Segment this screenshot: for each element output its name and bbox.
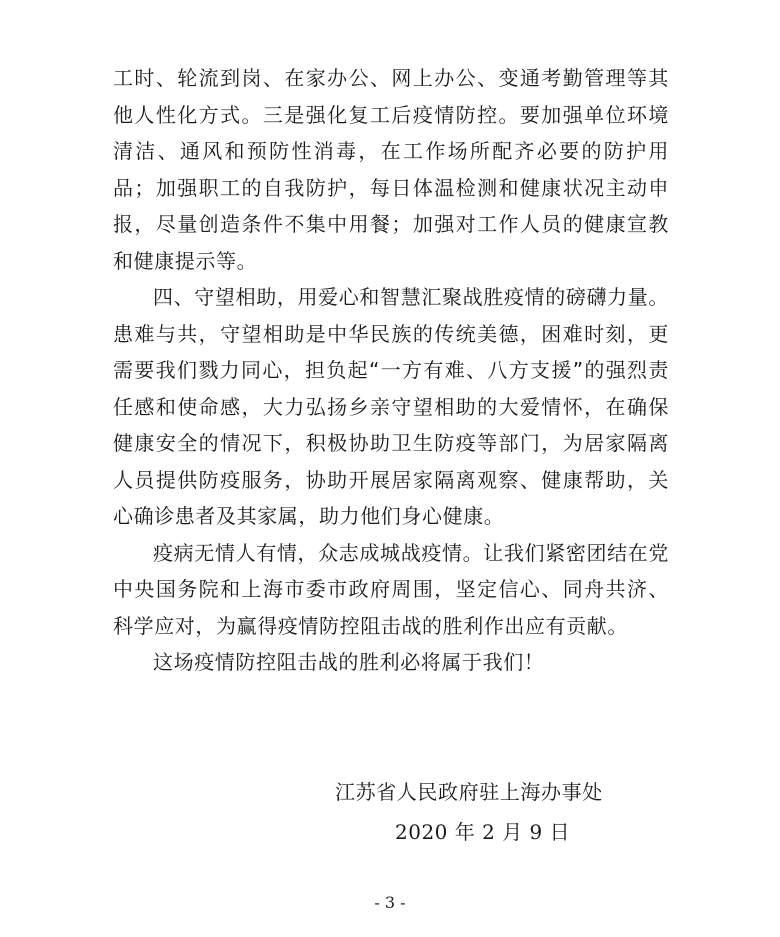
page-number: - 3 -	[374, 893, 406, 912]
paragraph-section-four: 四、守望相助，用爱心和智慧汇聚战胜疫情的磅礴力量。患难与共，守望相助是中华民族的传统美德，困难时刻，更需要我们戮力同心，担负起“一方有难、八方支援”的强烈责任感和使命感，大力弘扬乡亲守望相助的大爱情怀，在确保健康安全的情况下，积极协助卫生防疫等部门，为居家隔离人员提供防疫服务，协助开展居家隔离观察、健康帮助，关心确诊患者及其家属，助力他们身心健康。	[113, 285, 669, 528]
signature-organization: 江苏省人民政府驻上海办事处	[335, 780, 603, 804]
paragraph-call-to-action: 疫病无情人有情，众志成城战疫情。让我们紧密团结在党中央国务院和上海市委市政府周围，坚定信心、同舟共济、科学应对，为赢得疫情防控阻击战的胜利作出应有贡献。	[113, 540, 669, 638]
document-body	[113, 60, 669, 681]
paragraph-continuation: 工时、轮流到岗、在家办公、网上办公、变通考勤管理等其他人性化方式。三是强化复工后疫情防控。要加强单位环境清洁、通风和预防性消毒，在工作场所配齐必要的防护用品；加强职工的自我防护，每日体温检测和健康状况主动申报，尽量创造条件不集中用餐；加强对工作人员的健康宣教和健康提示等。	[113, 66, 669, 273]
paragraph-closing: 这场疫情防控阻击战的胜利必将属于我们！	[153, 650, 545, 674]
signature-date: 2020 年 2 月 9 日	[395, 820, 571, 844]
